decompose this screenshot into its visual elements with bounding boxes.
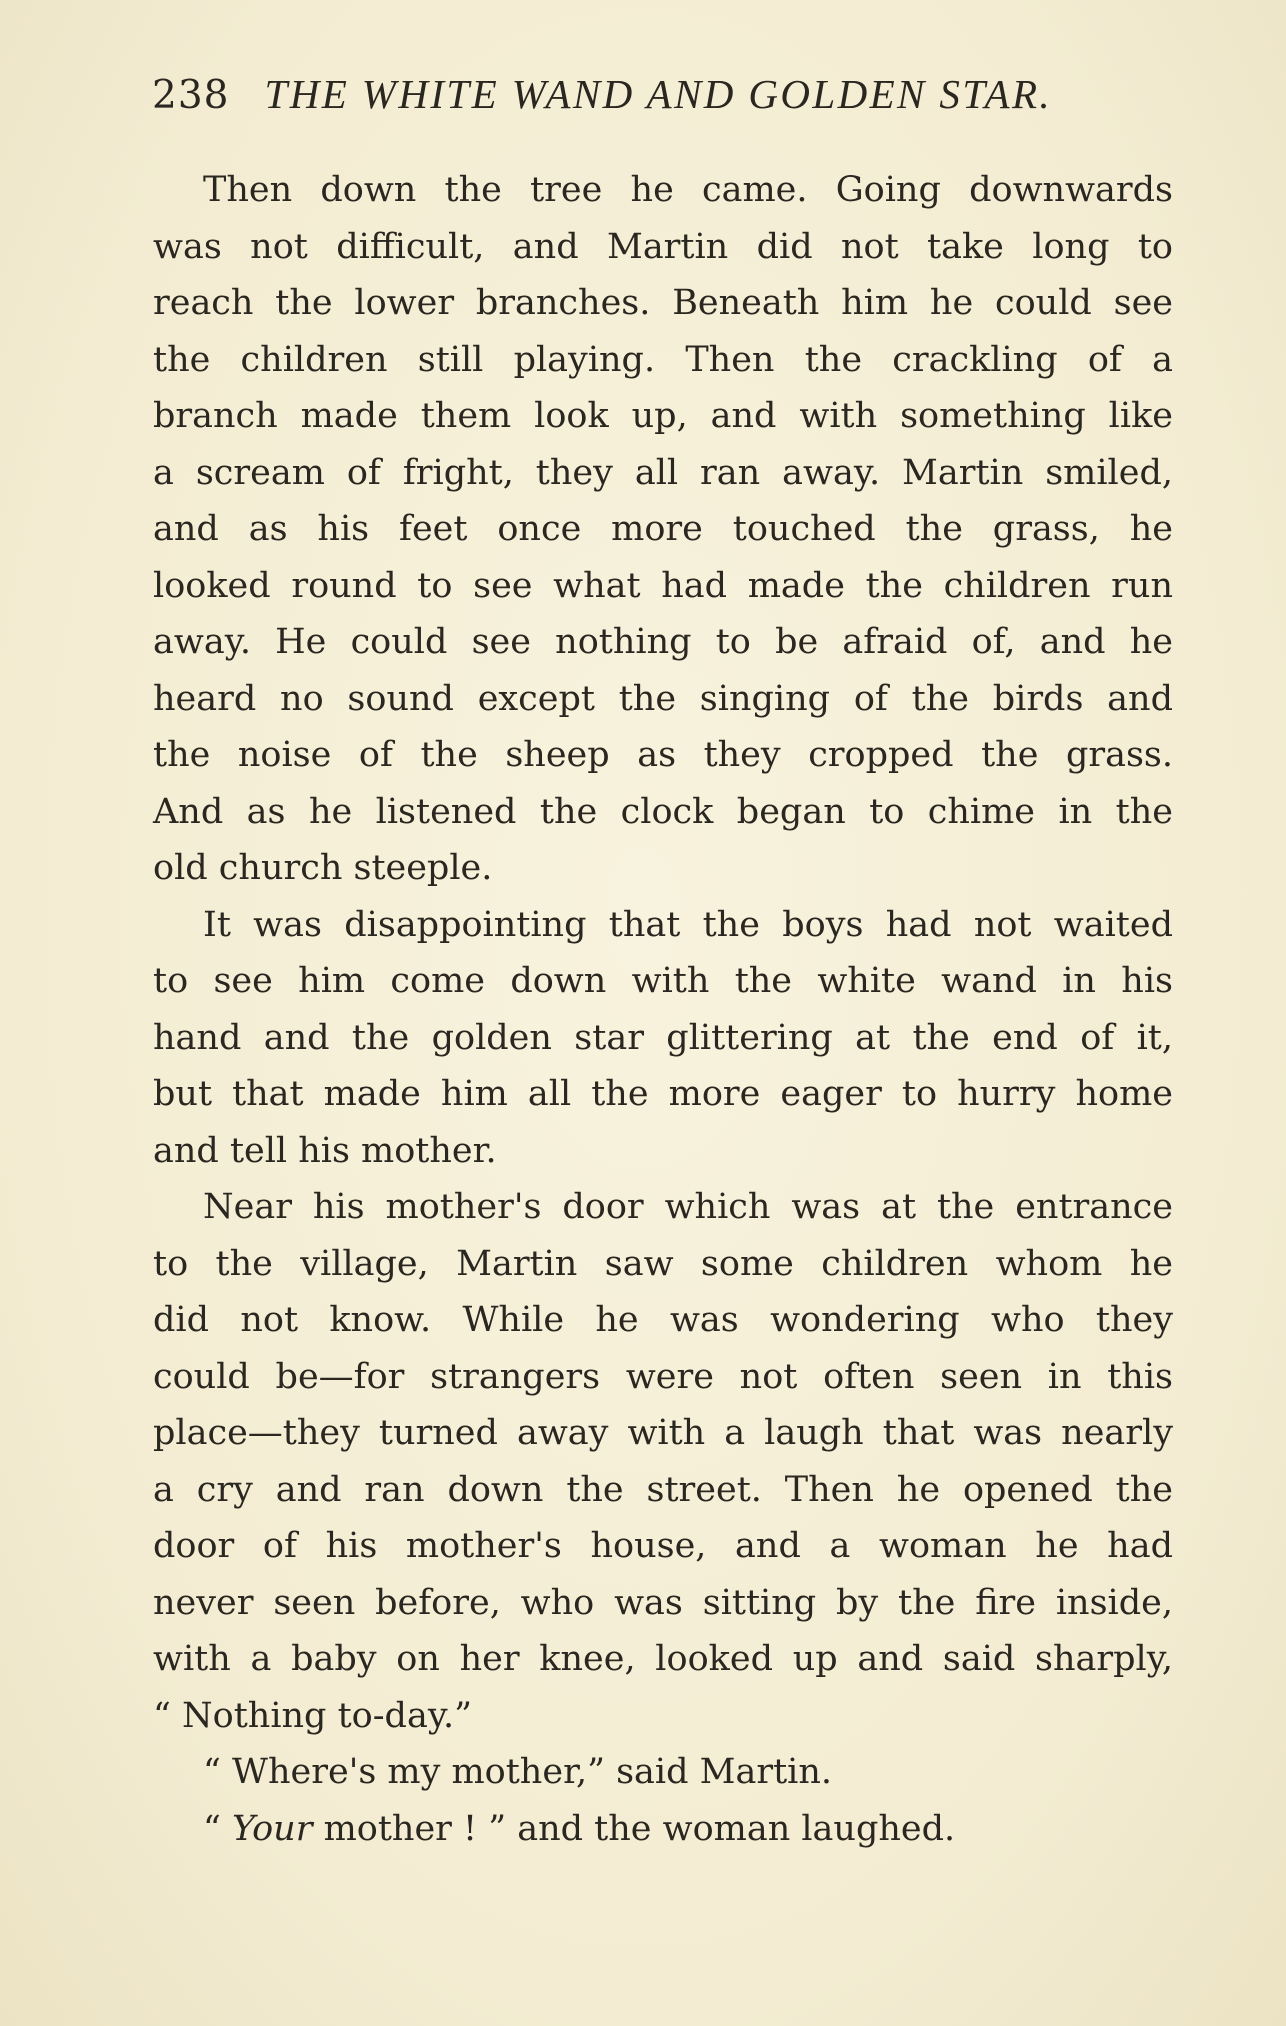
page-number: 238 — [152, 73, 230, 118]
text-line: and tell his mother. — [153, 1130, 497, 1171]
text-line: place—they turned away with a laugh that was nearly — [153, 1413, 1173, 1453]
text-line: “ Nothing to-day.” — [153, 1695, 472, 1736]
text-line: Then down the tree he came. Going downwards — [203, 170, 1173, 210]
text-line: did not know. While he was wondering who they — [153, 1300, 1173, 1340]
text-line: with a baby on her knee, looked up and said sharply, — [153, 1639, 1173, 1679]
text-line: old church steeple. — [153, 848, 493, 888]
text-line: and as his feet once more touched the grass, he — [153, 509, 1173, 549]
text-line: branch made them look up, and with something like — [153, 396, 1173, 436]
text-line: away. He could see nothing to be afraid of, and he — [153, 622, 1173, 662]
text-line: reach the lower branches. Beneath him he could see — [153, 283, 1173, 323]
text-line — [153, 1801, 1173, 1858]
text-line: a cry and ran down the street. Then he opened the — [153, 1469, 1173, 1510]
text-line: to see him come down with the white wand in his — [153, 961, 1173, 1001]
text-line: was not difficult, and Martin did not take long to — [153, 226, 1173, 267]
text-line: hand and the golden star glittering at the end of it, — [153, 1017, 1173, 1058]
text-line: “ Where's my mother,” said Martin. — [203, 1752, 833, 1792]
text-line: the noise of the sheep as they cropped the grass. — [153, 735, 1173, 775]
text-line: never seen before, who was sitting by the fire inside, — [153, 1582, 1173, 1623]
text-line: Near his mother's door which was at the entrance — [203, 1187, 1173, 1227]
text-line: And as he listened the clock began to chime in the — [153, 791, 1173, 832]
text-line: could be—for strangers were not often seen in this — [153, 1356, 1173, 1397]
running-title: THE WHITE WAND AND GOLDEN STAR. — [264, 71, 1053, 117]
body-text — [153, 162, 1173, 1857]
emphasized-word: Your — [232, 1808, 313, 1849]
open-quote: “ — [203, 1808, 233, 1849]
page-header — [152, 64, 1152, 124]
text-line: to the village, Martin saw some children whom he — [153, 1243, 1173, 1284]
text-line: the children still playing. Then the crackling of a — [153, 339, 1173, 380]
text-line: looked round to see what had made the children run — [153, 565, 1173, 606]
text-line: heard no sound except the singing of the birds and — [153, 678, 1173, 719]
text-line: but that made him all the more eager to hurry home — [153, 1074, 1173, 1114]
text-line: door of his mother's house, and a woman he had — [153, 1526, 1173, 1566]
line-remainder: mother ! ” and the woman laughed. — [312, 1808, 956, 1849]
text-line: It was disappointing that the boys had not waited — [203, 904, 1173, 945]
text-line: a scream of fright, they all ran away. Martin smiled, — [153, 452, 1173, 493]
